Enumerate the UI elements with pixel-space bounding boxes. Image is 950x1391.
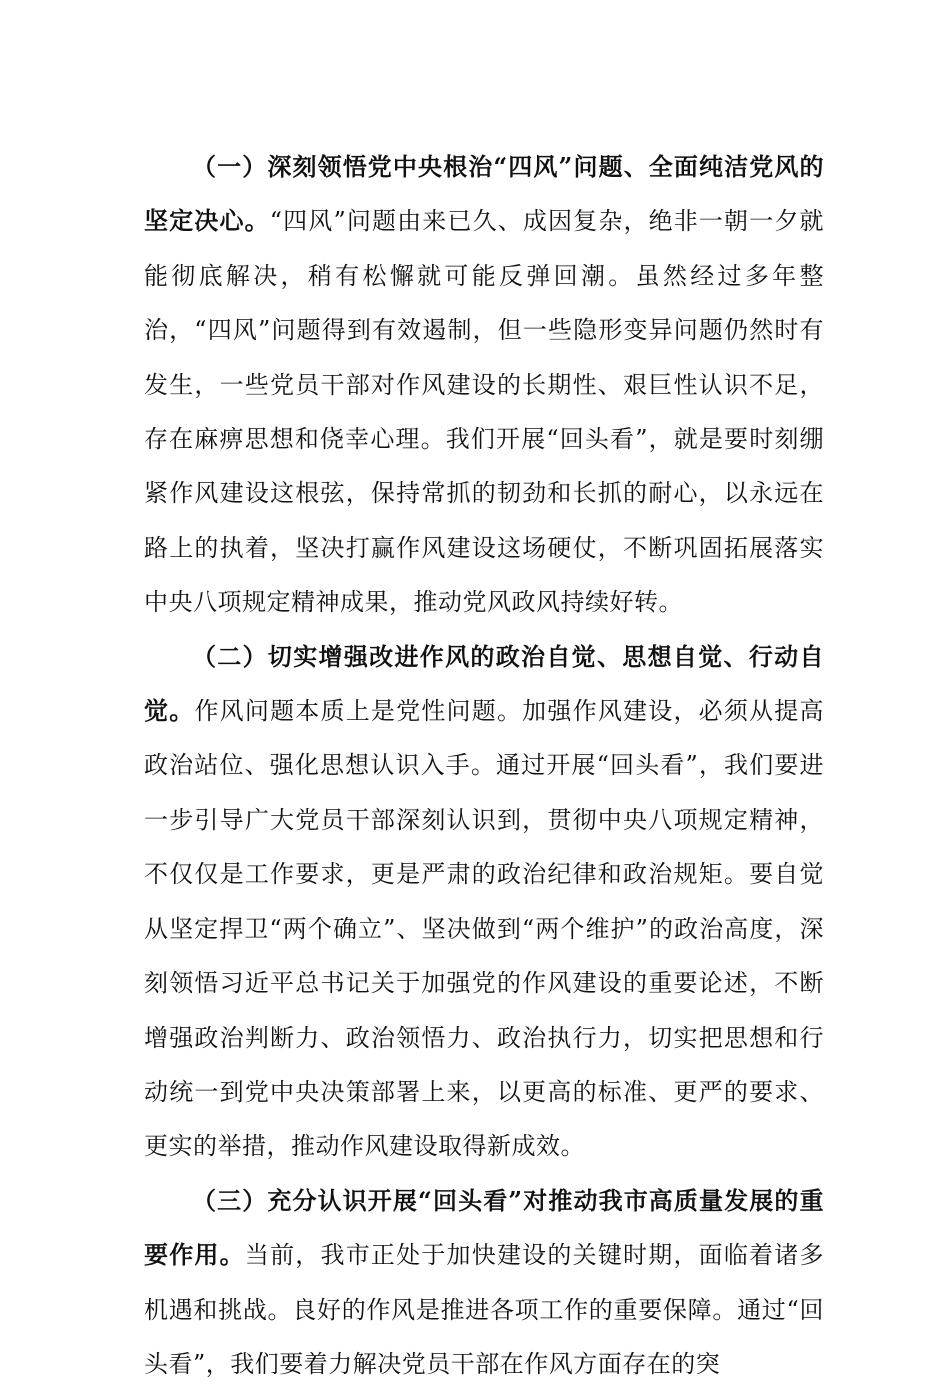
document-body [144, 140, 824, 1391]
paragraph-1-body: “四风”问题由来已久、成因复杂，绝非一朝一夕就能彻底解决，稍有松懈就可能反弹回潮。虽然经过多年整治，“四风”问题得到有效遏制，但一些隐形变异问题仍然时有发生，一些党员干部对作风建设的长期性、艰巨性认识不足，存在麻痹思想和侥幸心理。我们开展“回头看”，就是要时刻绷紧作风建设这根弦，保持常抓的韧劲和长抓的耐心，以永远在路上的执着，坚决打赢作风建设这场硬仗，不断巩固拓展落实中央八项规定精神成果，推动党风政风持续好转。 [144, 207, 824, 617]
paragraph-1 [144, 140, 824, 630]
paragraph-3 [144, 1174, 824, 1391]
paragraph-3-heading: （三）充分认识开展“回头看”对推动我市高质量发展的重要作用。 [144, 1185, 824, 1270]
paragraph-2-body: 作风问题本质上是党性问题。加强作风建设，必须从提高政治站位、强化思想认识入手。通过开展“回头看”，我们要进一步引导广大党员干部深刻认识到，贯彻中央八项规定精神，不仅仅是工作要求，更是严肃的政治纪律和政治规矩。要自觉从坚定捍卫“两个确立”、坚决做到“两个维护”的政治高度，深刻领悟习近平总书记关于加强党的作风建设的重要论述，不断增强政治判断力、政治领悟力、政治执行力，切实把思想和行动统一到党中央决策部署上来，以更高的标准、更严的要求、更实的举措，推动作风建设取得新成效。 [144, 697, 825, 1161]
paragraph-2-heading: （二）切实增强改进作风的政治自觉、思想自觉、行动自觉。 [144, 641, 824, 726]
paragraph-3-body: 当前，我市正处于加快建设的关键时期，面临着诸多机遇和挑战。良好的作风是推进各项工作的重要保障。通过“回头看”，我们要着力解决党员干部在作风方面存在的突 [144, 1241, 825, 1378]
paragraph-1-heading: （一）深刻领悟党中央根治“四风”问题、全面纯洁党风的坚定决心。 [144, 152, 824, 236]
paragraph-2 [144, 630, 824, 1174]
